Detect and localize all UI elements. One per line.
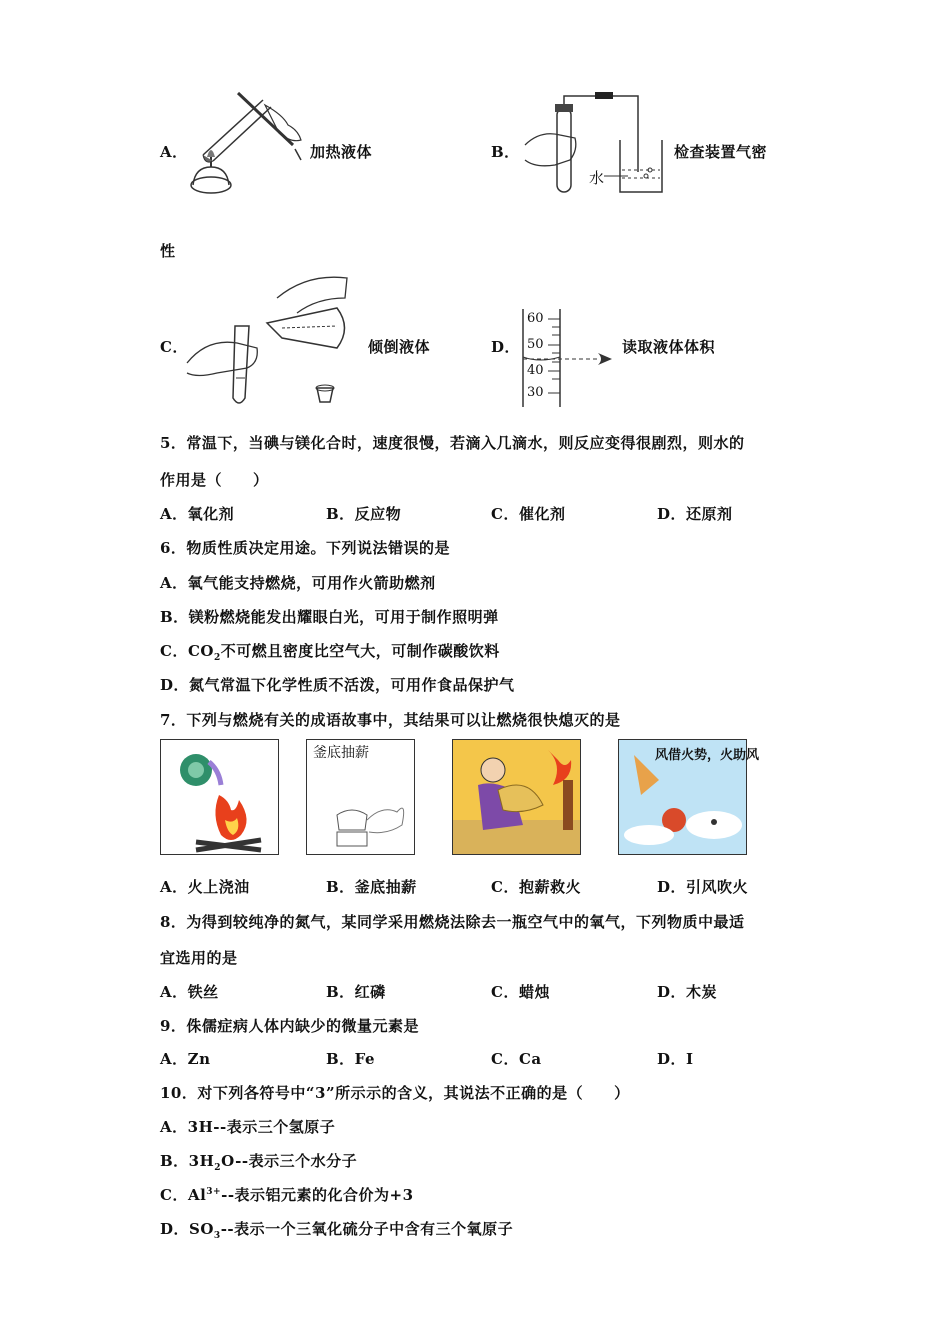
- q5-stem-line2: 作用是（ ）: [160, 471, 269, 489]
- q10-option-c-post: --表示铝元素的化合价为+3: [221, 1186, 414, 1204]
- q7-option-b[interactable]: B．釜底抽薪: [326, 878, 417, 896]
- q10-option-c-pre: C．Al: [160, 1186, 207, 1204]
- q6-option-a[interactable]: A．氧气能支持燃烧，可用作火箭助燃剂: [160, 574, 436, 592]
- q4-option-d-caption: 读取液体体积: [622, 338, 716, 356]
- q7-option-c[interactable]: C．抱薪救火: [491, 878, 581, 896]
- q8-option-c[interactable]: C．蜡烛: [491, 983, 550, 1001]
- q5-option-b[interactable]: B．反应物: [326, 505, 402, 523]
- q10-option-d-post: --表示一个三氧化硫分子中含有三个氧原子: [220, 1220, 514, 1238]
- q8-stem-line1: 8．为得到较纯净的氮气，某同学采用燃烧法除去一瓶空气中的氧气，下列物质中最适: [160, 913, 745, 931]
- q7-pic-fire-oil: [160, 739, 279, 855]
- q7-pic-pot: [306, 739, 415, 855]
- q4-option-b-caption: 检查装置气密: [674, 143, 768, 161]
- q9-option-d[interactable]: D．I: [657, 1050, 694, 1068]
- cylinder-tick-30: 30: [527, 385, 544, 400]
- q5-stem-line1: 5．常温下，当碘与镁化合时，速度很慢，若滴入几滴水，则反应变得很剧烈，则水的: [160, 434, 745, 452]
- q7-pic-firewood: [452, 739, 581, 855]
- q6-option-c-sub: 2: [213, 653, 221, 663]
- q4-option-a-letter: A．: [160, 143, 188, 161]
- q10-option-b-pre: B．3H: [160, 1152, 215, 1170]
- cylinder-tick-50: 50: [527, 337, 544, 352]
- q10-option-d[interactable]: [160, 1218, 513, 1241]
- q9-option-a[interactable]: A．Zn: [160, 1050, 211, 1068]
- q4-option-c-letter: C．: [160, 338, 188, 356]
- q10-option-d-pre: D．SO: [160, 1220, 214, 1238]
- q4-option-b-caption-cont: 性: [160, 242, 176, 260]
- q10-option-d-sub: 3: [213, 1231, 221, 1241]
- q9-option-b[interactable]: B．Fe: [326, 1050, 376, 1068]
- cylinder-tick-40: 40: [527, 363, 544, 378]
- pot-pic-title: 釜底抽薪: [313, 745, 369, 761]
- q10-option-b-sub: 2: [214, 1163, 222, 1173]
- q8-option-a[interactable]: A．铁丝: [160, 983, 219, 1001]
- water-label: 水: [589, 169, 605, 187]
- q7-option-d[interactable]: D．引风吹火: [657, 878, 749, 896]
- q4-option-a-caption: 加热液体: [310, 143, 373, 161]
- q6-option-c[interactable]: [160, 640, 500, 663]
- wind-pic-title: 风借火势，火助风: [655, 748, 760, 763]
- q7-option-a[interactable]: A．火上浇油: [160, 878, 250, 896]
- q6-option-b[interactable]: B．镁粉燃烧能发出耀眼白光，可用于制作照明弹: [160, 608, 499, 626]
- pouring-liquid-figure: [187, 268, 357, 410]
- q10-stem: 10．对下列各符号中“3”所示示的含义，其说法不正确的是（ ）: [160, 1084, 630, 1102]
- q8-option-d[interactable]: D．木炭: [657, 983, 718, 1001]
- q4-option-d-letter: D．: [491, 338, 521, 356]
- q7-pic-wind: [618, 739, 760, 855]
- q6-option-c-pre: C．CO: [160, 642, 214, 660]
- q10-option-b-post: O--表示三个水分子: [221, 1152, 358, 1170]
- q5-option-a[interactable]: A．氧化剂: [160, 505, 235, 523]
- heating-liquid-figure: [183, 85, 308, 200]
- q10-option-b[interactable]: [160, 1150, 357, 1173]
- q10-option-a[interactable]: A．3H--表示三个氢原子: [160, 1118, 336, 1136]
- q9-option-c[interactable]: C．Ca: [491, 1050, 542, 1068]
- q5-option-c[interactable]: C．催化剂: [491, 505, 566, 523]
- q10-option-c-sup: 3+: [206, 1187, 222, 1197]
- q4-option-c-caption: 倾倒液体: [368, 338, 431, 356]
- q10-option-c[interactable]: [160, 1184, 414, 1205]
- q6-option-d[interactable]: D．氮气常温下化学性质不活泼，可用作食品保护气: [160, 676, 515, 694]
- q6-option-c-post: 不可燃且密度比空气大，可制作碳酸饮料: [220, 642, 500, 660]
- q7-stem: 7．下列与燃烧有关的成语故事中，其结果可以让燃烧很快熄灭的是: [160, 711, 621, 729]
- q4-option-b-letter: B．: [491, 143, 520, 161]
- q6-stem: 6．物质性质决定用途。下列说法错误的是: [160, 539, 450, 557]
- cylinder-tick-60: 60: [527, 311, 544, 326]
- q8-option-b[interactable]: B．红磷: [326, 983, 386, 1001]
- q9-stem: 9．侏儒症病人体内缺少的微量元素是: [160, 1017, 419, 1035]
- q8-stem-line2: 宜选用的是: [160, 949, 238, 967]
- q5-option-d[interactable]: D．还原剂: [657, 505, 733, 523]
